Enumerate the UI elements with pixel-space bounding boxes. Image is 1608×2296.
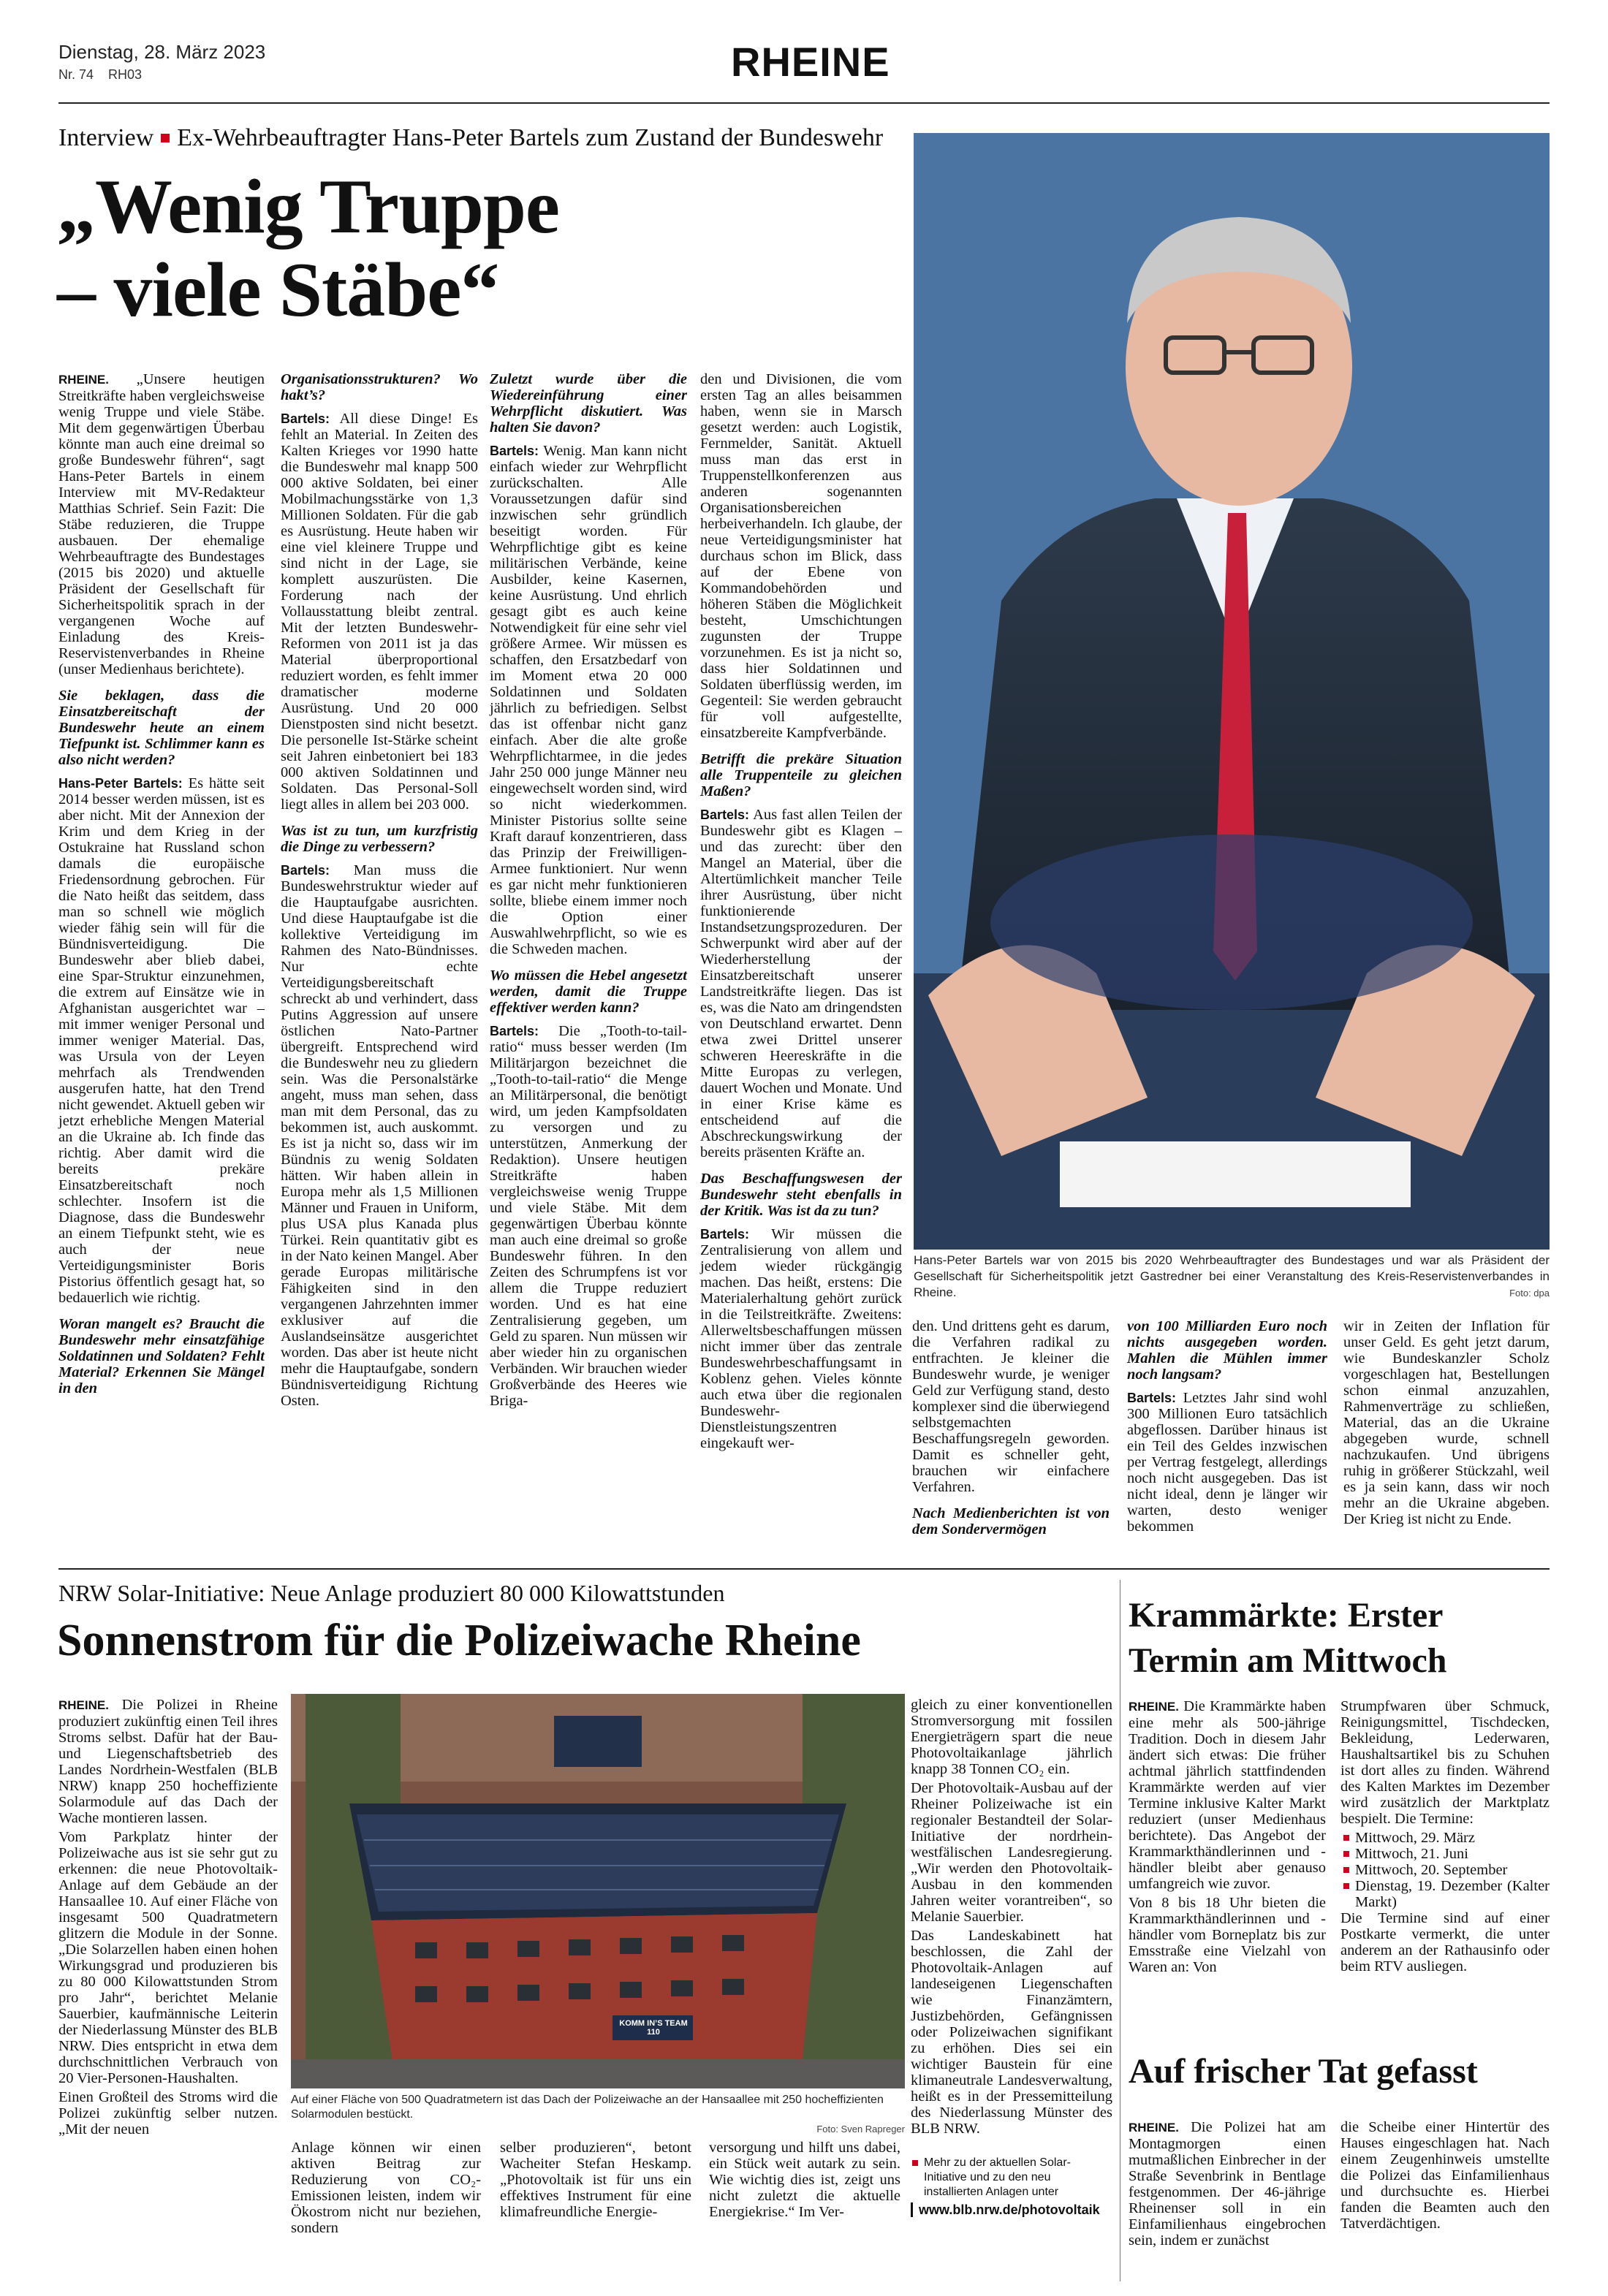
paragraph-text: Letztes Jahr sind wohl 300 Millionen Euro tatsächlich abgeflossen. Darüber hinaus ist ein Teil des Geldes inzwischen per Vertrag festgelegt, allerdings noch nicht ausgegeben. Das ist nicht ideal, denn je länger wir warten, desto weniger bekommen <box>1127 1390 1327 1535</box>
body-paragraph <box>1129 1698 1326 1892</box>
red-square-icon <box>1343 1835 1349 1841</box>
body-paragraph <box>1343 1318 1550 1527</box>
body-paragraph <box>1127 1390 1327 1535</box>
body-paragraph <box>490 1023 687 1409</box>
article3-headline <box>1129 1593 1447 1684</box>
body-paragraph <box>58 775 265 1306</box>
body-paragraph <box>58 1697 278 1826</box>
paragraph-text: Vom Parkplatz hinter der Polizeiwache aus ist sie sehr gut zu erkennen: die neue Photovoltaik-Anlage auf dem Gebäude an der Hansaallee 10. Auf einer Fläche von insgesamt 500 Quadratmetern glitzern die Module in der Sonne. „Die Solarzellen haben einen hohen Wirkungsgrad und produzieren bis zu 80 000 Kilowattstunden Strom pro Jahr“, berichtet Melanie Sauerbier, kaufmännische Leiterin der Niederlassung Münster des BLB NRW. Dies entspricht in etwa dem durchschnittlichen Verbrauch von 20 Vier-Personen-Haushalten. <box>58 1829 278 2086</box>
body-paragraph <box>281 862 478 1409</box>
body-paragraph <box>700 371 902 741</box>
body-paragraph <box>911 1697 1112 1777</box>
body-paragraph <box>1340 1910 1550 1974</box>
bartels-photo-credit: Foto: dpa <box>1509 1288 1550 1299</box>
interview-question <box>700 1171 902 1219</box>
article3-column-1 <box>1129 1698 1326 2005</box>
article3-column-2-text-b <box>1340 1910 1550 1974</box>
article1-kicker-text: Ex-Wehrbeauftragter Hans-Peter Bartels zum Zustand der Bundeswehr <box>177 124 884 151</box>
interview-question <box>700 751 902 799</box>
body-paragraph <box>700 807 902 1160</box>
body-paragraph <box>291 2140 481 2236</box>
date-item-text: Mittwoch, 20. September <box>1355 1862 1508 1878</box>
paragraph-text: Was ist zu tun, um kurzfristig die Dinge zu verbessern? <box>281 823 478 855</box>
paragraph-text: Die Krammärkte haben eine mehr als 500-jährige Tradition. Doch in diesem Jahr ändert sich etwas: Die früher achtmal jährlich stattfindenden Krammärkte werden auf vier Termine inklusive Kalter Markt reduziert (unser Medienhaus berichtete). Das Angebot der Krammarkthändlerinnen und -händler bleibt aber genauso umfangreich wie zuvor. <box>1129 1698 1326 1892</box>
article4-column-1 <box>1129 2119 1326 2287</box>
article1-kicker-label: Interview <box>58 124 154 151</box>
issue-number <box>58 67 142 83</box>
polizeiwache-photo-caption: Auf einer Fläche von 500 Quadratmetern ist das Dach der Polizeiwache an der Hansaallee mit 250 hocheffizienten Solarmodulen bestückt. <box>291 2094 884 2121</box>
body-paragraph <box>490 443 687 957</box>
paragraph-text: von 100 Milliarden Euro noch nichts ausgegeben worden. Mahlen die Mühlen immer noch langsam? <box>1127 1318 1327 1383</box>
paragraph-text: Wenig. Man kann nicht einfach wieder zur Wehrpflicht zurückschalten. Alle Voraussetzungen dafür sind inzwischen sehr gründlich beseitigt worden. Für Wehrpflichtige gibt es keine militärischen Verbände, keine Ausbilder, keine Kasernen, keine Ausrüstung. Und ehrlich gesagt gibt es auch keine Notwendigkeit für eine sehr viel größere Armee. Wir müssen es schaffen, den Ersatzbedarf von im Moment etwa 20 000 Soldatinnen und Soldaten jährlich zu befriedigen. Selbst das ist offenbar nicht ganz einfach. Aber die alte große Wehrpflichtarmee, in die jedes Jahr 250 000 junge Männer neu eingewechselt worden sind, wird so nicht wiederkommen. Minister Pistorius sollte seine Kraft darauf konzentrieren, dass das Prinzip der Freiwilligen-Armee funktioniert. Nur wenn es gar nicht mehr funktionieren sollte, bliebe einem immer noch die Option einer Auswahlwehrpflicht, so wie es die Schweden machen. <box>490 443 687 957</box>
article2-column-3 <box>500 2140 691 2286</box>
paragraph-text: Organisationsstrukturen? Wo hakt’s? <box>281 371 478 403</box>
body-paragraph <box>1129 1895 1326 1975</box>
body-paragraph <box>500 2140 691 2220</box>
date-item-text: Mittwoch, 21. Juni <box>1355 1846 1468 1862</box>
paragraph-text: Einen Großteil des Stroms wird die Polizei zukünftig selber nutzen. „Mit der neuen <box>58 2089 278 2137</box>
body-paragraph <box>1340 2119 1550 2232</box>
paragraph-text: Die Polizei hat am Montagmorgen einen mutmaßlichen Einbrecher in der Straße Sevenbrink in Bentlage festgenommen. Der 46-jährige Rheinenser soll in ein Einfamilienhaus eingebrochen sein, indem er zunächst <box>1129 2119 1326 2249</box>
paragraph-text: Woran mangelt es? Braucht die Bundeswehr mehr einsatzfähige Soldatinnen und Soldaten? Fehlt Material? Erkennen Sie Mängel in den <box>58 1316 265 1396</box>
red-square-icon <box>161 134 170 142</box>
article1-headline-line1: „Wenig Truppe <box>57 164 559 249</box>
article2-info-link[interactable]: www.blb.nrw.de/photovoltaik <box>911 2202 1112 2217</box>
article2-column-5 <box>911 1697 1112 2150</box>
article2-column-2 <box>291 2140 481 2286</box>
polizeiwache-banner: KOMM IN’S TEAM 110 <box>619 2019 688 2037</box>
article2-info-text: Mehr zu der aktuellen Solar-Initiative und zu den neu installierten Anlagen unter <box>924 2156 1071 2198</box>
paragraph-text: Die „Tooth-to-tail-ratio“ muss besser werden (Im Militärjargon bezeichnet die „Tooth-to-tail-ratio“ die Menge an Militärpersonal, die benötigt wird, um jeden Kampfsoldaten zu versorgen und zu unterstützen, Anmerkung der Redaktion). Unsere heutigen Streitkräfte haben vergleichsweise wenig Truppe und viele Stäbe. Mit dem gegenwärtigen Überbau könnte man auch eine dreimal so große Bundeswehr führen. In den Zeiten des Schrumpfens ist vor allem die Truppe reduziert worden. Und es hat eine Zentralisierung gegeben, um Geld zu sparen. Nun müssen wir aber wieder hin zu organischen Verbänden. Wir brauchen wieder Großverbände des Heeres wie Briga- <box>490 1023 687 1409</box>
paragraph-text: Die Polizei in Rheine produziert zukünftig einen Teil ihres Stroms selbst. Dafür hat der Bau- und Liegenschaftsbetrieb des Landes Nordrhein-Westfalen (BLB NRW) knapp 250 hocheffiziente Solarmodule auf das Dach der Wache montieren lassen. <box>58 1697 278 1826</box>
paragraph-text: Von 8 bis 18 Uhr bieten die Krammarkthändlerinnen und -händler vom Borneplatz bis zur Emsstraße eine Vielzahl von Waren an: Von <box>1129 1895 1326 1975</box>
date-item-text: Dienstag, 19. Dezember (Kalter Markt) <box>1355 1878 1550 1910</box>
article1-headline <box>57 165 559 332</box>
red-square-icon <box>912 2160 918 2166</box>
article1-kicker <box>58 124 883 152</box>
interview-question <box>58 1316 265 1396</box>
speaker-label: Bartels: <box>281 411 330 426</box>
article2-headline: Sonnenstrom für die Polizeiwache Rheine <box>57 1616 861 1665</box>
paragraph-text: „Unsere heutigen Streitkräfte haben vergleichsweise wenig Truppe und viele Stäbe. Mit dem gegenwärtigen Überbau könnte man auch eine dreimal so große Bundeswehr führen“, sagt Hans-Peter Bartels in einem Interview mit MV-Redakteur Matthias Schrief. Sein Fazit: Die Stäbe reduzieren, die Truppe ausbauen. Der ehemalige Wehrbeauftragte des Bundestages (2015 bis 2020) und aktuelle Präsident der Gesellschaft für Sicherheitspolitik sprach in der vergangenen Woche auf Einladung des Kreis-Reservistenverbandes in Rheine (unser Medienhaus berichtete). <box>58 371 265 677</box>
section-title: RHEINE <box>731 39 890 85</box>
body-paragraph <box>1129 2119 1326 2249</box>
issue-nr: Nr. 74 <box>58 67 94 82</box>
section-separator <box>58 1568 1550 1570</box>
paragraph-text: selber produzieren“, betont Wacheiter Stefan Heskamp. „Photovoltaik ist für uns ein effektives Instrument für eine klimafreundliche Energie- <box>500 2140 691 2220</box>
article3-dates-list <box>1340 1830 1550 1910</box>
paragraph-text: wir in Zeiten der Inflation für unser Geld. Es geht jetzt darum, wie Bundeskanzler Scholz vorgeschlagen hat, Bestellungen schon einmal anzuzahlen, Rahmenverträge zu schließen, Material, das an die Ukraine abgegeben wurde, schnell nachzukaufen. Und übrigens ruhig in größerer Stückzahl, weil es ja sein kann, dass wir noch mehr an die Ukraine abgeben. Der Krieg ist nicht zu Ende. <box>1343 1318 1550 1527</box>
polizeiwache-photo <box>291 1694 905 2088</box>
paragraph-text: Wir müssen die Zentralisierung von allem und jedem wieder rückgängig machen. Das heißt, erstens: Die Materialerhaltung gehört zurück in die Teilstreitkräfte. Zweitens: Allerweltsbeschaffungen müssen nicht immer über das zentrale Bundeswehrbeschaffungsamt in Koblenz gehen. Vieles könnte auch etwa über die regionalen Bundeswehr-Dienstleistungszentren eingekauft wer- <box>700 1226 902 1451</box>
article1-column-1 <box>58 371 265 1555</box>
body-paragraph <box>911 1780 1112 1925</box>
body-paragraph <box>700 1226 902 1451</box>
speaker-label: Bartels: <box>490 1024 539 1038</box>
paragraph-text: Anlage können wir einen aktiven Beitrag zur Reduzierung von CO₂-Emissionen leisten, indem wir Ökostrom nicht nur beziehen, sondern <box>291 2140 481 2236</box>
red-square-icon <box>1343 1851 1349 1857</box>
article4-headline: Auf frischer Tat gefasst <box>1129 2052 1478 2091</box>
red-square-icon <box>1343 1867 1349 1873</box>
interview-question <box>490 968 687 1016</box>
paragraph-text: Sie beklagen, dass die Einsatzbereitschaft der Bundeswehr heute an einem Tiefpunkt ist. Schlimmer kann es also nicht werden? <box>58 688 265 768</box>
interview-question <box>281 823 478 855</box>
paragraph-text: versorgung und hilft uns dabei, ein Stück weit autark zu sein. Wie wichtig dies ist, zeigt uns nicht zuletzt die aktuelle Energiekrise.“ Im Ver- <box>709 2140 900 2220</box>
article1-column-7 <box>1343 1318 1550 1552</box>
interview-question <box>1127 1318 1327 1383</box>
article3-headline-line2: Termin am Mittwoch <box>1129 1641 1447 1680</box>
article2-column-4 <box>709 2140 900 2286</box>
issue-date: Dienstag, 28. März 2023 <box>58 41 266 63</box>
paragraph-text: Das Landeskabinett hat beschlossen, die Zahl der Photovoltaik-Anlagen auf landeseigenen Liegenschaften wie Finanzämtern, Justizbehörden, Gefängnissen oder Polizeiwachen signifikant zu erhöhen. Dies sei ein wichtiger Baustein für eine klimaneutrale Landesverwaltung, heißt es in der Pressemitteilung des Niederlassung Münster des BLB NRW. <box>911 1928 1112 2137</box>
article2-column-1 <box>58 1697 278 2281</box>
paragraph-text: den und Divisionen, die vom ersten Tag an alles beisammen haben, wenn sie in Marsch gesetzt werden: auch Logistik, Fernmelder, Sanität. Aktuell muss man das erst in Truppenstellkonferenzen aus anderen sogenannten Organisationsbereichen herbeiverhandeln. Ich glaube, der neue Verteidigungsminister hat durchaus schon im Blick, dass auf der Ebene von Kommandobehörden und höheren Stäben die Möglichkeit besteht, Umschichtungen zugunsten der Truppe vorzunehmen. Es ist ja nicht so, dass hier Soldatinnen und Soldaten überflüssig werden, im Gegenteil: Sie werden gebraucht für voll aufgestellte, einsatzbereite Kampfverbände. <box>700 371 902 741</box>
article1-headline-line2: – viele Stäbe“ <box>57 247 499 332</box>
date-item-text: Mittwoch, 29. März <box>1355 1830 1475 1846</box>
issue-edition: RH03 <box>108 67 143 82</box>
speaker-label: Bartels: <box>1127 1391 1177 1405</box>
article3-headline-line1: Krammärkte: Erster <box>1129 1596 1444 1635</box>
article2-kicker-text: Neue Anlage produziert 80 000 Kilowattstunden <box>270 1580 725 1606</box>
body-paragraph <box>58 371 265 677</box>
paragraph-text: Betrifft die prekäre Situation alle Truppenteile zu gleichen Maßen? <box>700 751 902 799</box>
interview-question <box>490 371 687 436</box>
bartels-photo-caption: Hans-Peter Bartels war von 2015 bis 2020 Wehrbeauftragter des Bundestages und war als Präsident der Gesellschaft für Sicherheitspolitik jetzt Gastredner bei einer Veranstaltung des Kreis-Reservistenverbandes in Rheine. <box>914 1253 1550 1299</box>
article1-column-2 <box>281 371 478 1555</box>
paragraph-text: Wo müssen die Hebel angesetzt werden, damit die Truppe effektiver werden kann? <box>490 968 687 1016</box>
dateline: RHEINE. <box>58 1698 109 1712</box>
article1-column-6 <box>1127 1318 1327 1552</box>
paragraph-text: Strumpfwaren über Schmuck, Reinigungsmittel, Tischdecken, Bekleidung, Lederwaren, Haushaltsartikel bis zu Schuhen ist dort alles zu finden. Während des Kalten Marktes im Dezember wird zusätzlich der Marktplatz bespielt. Die Termine: <box>1340 1698 1550 1827</box>
paragraph-text: die Scheibe einer Hintertür des Hauses eingeschlagen hat. Nach einem Zeugenhinweis umstellte die Polizei das Einfamilienhaus und durchsuchte es. Hierbei fanden die Beamten auch den Tatverdächtigen. <box>1340 2119 1550 2232</box>
paragraph-text: Das Beschaffungswesen der Bundeswehr steht ebenfalls in der Kritik. Was ist da zu tun? <box>700 1171 902 1219</box>
interview-question <box>58 688 265 768</box>
article4-column-2 <box>1340 2119 1550 2287</box>
body-paragraph <box>58 1829 278 2086</box>
polizeiwache-illustration <box>291 1694 905 2088</box>
article2-info-box <box>911 2156 1112 2217</box>
dateline: RHEINE. <box>58 373 109 387</box>
paragraph-text: gleich zu einer konventionellen Stromversorgung mit fossilen Energieträgern spart die neue Photovoltaikanlage jährlich knapp 38 Tonnen CO₂ ein. <box>911 1697 1112 1777</box>
body-paragraph <box>58 2089 278 2137</box>
article2-info-row <box>911 2156 1112 2200</box>
paragraph-text: Aus fast allen Teilen der Bundeswehr gibt es Klagen – und das zurecht: über den Mangel an Material, über die Altertümlichkeit mancher Teile ihrer Ausrüstung, über nicht funktionierende Instandsetzungsprozeduren. Der Schwerpunkt wird aber auf der Wiederherstellung der Einsatzbereitschaft unserer Landstreitkräfte liegen. Das ist es, was die Nato am dringendsten von Deutschland erwartet. Denn etwa zwei Drittel unserer schweren Heereskräfte in die Mitte Europas zu verlegen, dauert Wochen und Monate. Und in einer Krise käme es entscheidend auf die Abschreckungswirkung der bereits präsenten Kräfte an. <box>700 807 902 1160</box>
paragraph-text: Man muss die Bundeswehrstruktur wieder auf die Hauptaufgabe ausrichten. Und diese Hauptaufgabe ist die kollektive Verteidigung im Rahmen des Nato-Bündnisses. Nur echte Verteidigungsbereitschaft schreckt ab und verhindert, dass Putins Aggression auf unsere östlichen Nato-Partner übergreift. Entsprechend wird die Bundeswehr neu zu gliedern sein. Was die Personalstärke angeht, muss man sehen, dass man mit dem Personal, das zu bekommen ist, auch auskommt. Es ist ja nicht so, dass wir im Bündnis zu wenig Soldaten hätten. Wir haben allein in Europa mehr als 1,5 Millionen Männer und Frauen in Uniform, plus USA plus Kanada plus Türkei. Rein quantitativ gibt es in der Nato keinen Mangel. Aber gerade Europas militärische Fähigkeiten sind in den vergangenen Jahrzehnten immer exklusiver auf die Auslandseinsätze ausgerichtet worden. Das aber ist heute nicht mehr die Hauptaufgabe, sondern Bündnisverteidigung Richtung Osten. <box>281 862 478 1409</box>
paragraph-text: den. Und drittens geht es darum, die Verfahren radikal zu entfrachten. Je kleiner die Bundeswehr wurde, je weniger Geld zur Verfügung stand, desto komplexer sind die überwiegend selbstgemachten Beschaffungsregeln geworden. Damit es schneller geht, brauchen wir einfachere Verfahren. <box>912 1318 1110 1495</box>
article1-column-5 <box>912 1318 1110 1552</box>
speaker-label: Bartels: <box>700 1227 750 1242</box>
article3-column-2-text <box>1340 1698 1550 1827</box>
paragraph-text: Nach Medienberichten ist von dem Sondervermögen <box>912 1505 1110 1537</box>
date-item <box>1340 1846 1550 1862</box>
speaker-label: Bartels: <box>700 807 750 822</box>
body-paragraph <box>281 411 478 813</box>
header-rule <box>58 102 1550 104</box>
paragraph-text: Der Photovoltaik-Ausbau auf der Rheiner Polizeiwache ist ein regionaler Bestandteil der Solar-Initiative der nordrhein-westfälischen Landesregierung. „Wir werden den Photovoltaik-Ausbau in den kommenden Jahren weiter vorantreiben“, so Melanie Sauerbier. <box>911 1780 1112 1925</box>
article3-column-2 <box>1340 1698 1550 2005</box>
dateline: RHEINE. <box>1129 2121 1179 2135</box>
body-paragraph <box>709 2140 900 2220</box>
bartels-illustration <box>914 133 1550 1250</box>
speaker-label: Bartels: <box>490 444 539 458</box>
polizeiwache-photo-credit: Foto: Sven Rapreger <box>816 2124 905 2135</box>
paragraph-text: Zuletzt wurde über die Wiedereinführung einer Wehrpflicht diskutiert. Was halten Sie davon? <box>490 371 687 436</box>
date-item <box>1340 1830 1550 1846</box>
article1-column-3 <box>490 371 687 1555</box>
paragraph-text: Die Termine sind auf einer Postkarte vermerkt, die unter anderem an der Rathausinfo oder beim RTV ausliegen. <box>1340 1910 1550 1974</box>
body-paragraph <box>1340 1698 1550 1827</box>
bartels-photo <box>914 133 1550 1250</box>
speaker-label: Hans-Peter Bartels: <box>58 776 183 791</box>
paragraph-text: All diese Dinge! Es fehlt an Material. In Zeiten des Kalten Krieges vor 1990 hatte die Bundeswehr mal knapp 500 000 aktive Soldaten, bei einer Mobilmachungsstärke von 1,3 Millionen Soldaten. Für die gab es Ausrüstung. Heute haben wir eine viel kleinere Truppe und sind nicht in der Lage, sie komplett auszurüsten. Die Forderung nach der Vollausstattung bleibt zentral. Mit der letzten Bundeswehr-Reformen von 2011 ist ja das Material überproportional reduziert worden, es fehlt immer dramatischer moderne Ausrüstung. Und 20 000 Dienstposten sind nicht besetzt. Die personelle Ist-Stärke scheint seit Jahren einbetoniert bei 183 000 aktiven Soldatinnen und Soldaten. Das Personal-Soll liegt alles in allem bei 203 000. <box>281 411 478 813</box>
dateline: RHEINE. <box>1129 1700 1179 1714</box>
article2-kicker-label: NRW Solar-Initiative: <box>58 1580 265 1606</box>
red-square-icon <box>1343 1883 1349 1889</box>
speaker-label: Bartels: <box>281 863 330 878</box>
date-item <box>1340 1862 1550 1878</box>
body-paragraph <box>912 1318 1110 1495</box>
body-paragraph <box>911 1928 1112 2137</box>
interview-question <box>281 371 478 403</box>
date-item <box>1340 1878 1550 1910</box>
paragraph-text: Es hätte seit 2014 besser werden müssen, ist es aber nicht. Mit der Annexion der Krim und dem Krieg in der Ostukraine hat Russland schon damals die europäische Friedensordnung gebrochen. Für die Nato heißt das seitdem, dass man so schnell wie möglich wieder fähig sein will für die Bündnisverteidigung. Die Bundeswehr aber blieb dabei, eine Spar-Struktur einzunehmen, die extrem auf Einsätze wie in Afghanistan ausgerichtet war – mit immer weniger Personal und immer weniger Material. Das, was Ursula von der Leyen mehrfach als Trendwenden ausgerufen hatte, hat den Trend nicht gewendet. Aktuell geben wir jetzt erhebliche Mengen Material an die Ukraine ab. Ich finde das richtig. Aber damit wird die bereits prekäre Einsatzbereitschaft noch schlechter. Insofern ist die Diagnose, dass die Bundeswehr an einem Tiefpunkt steht, wie es auch der neue Verteidigungsminister Boris Pistorius öffentlich gesagt hat, so bedauerlich wie richtig. <box>58 775 265 1306</box>
article2-kicker <box>58 1580 724 1607</box>
interview-question <box>912 1505 1110 1537</box>
article1-column-4 <box>700 371 902 1451</box>
